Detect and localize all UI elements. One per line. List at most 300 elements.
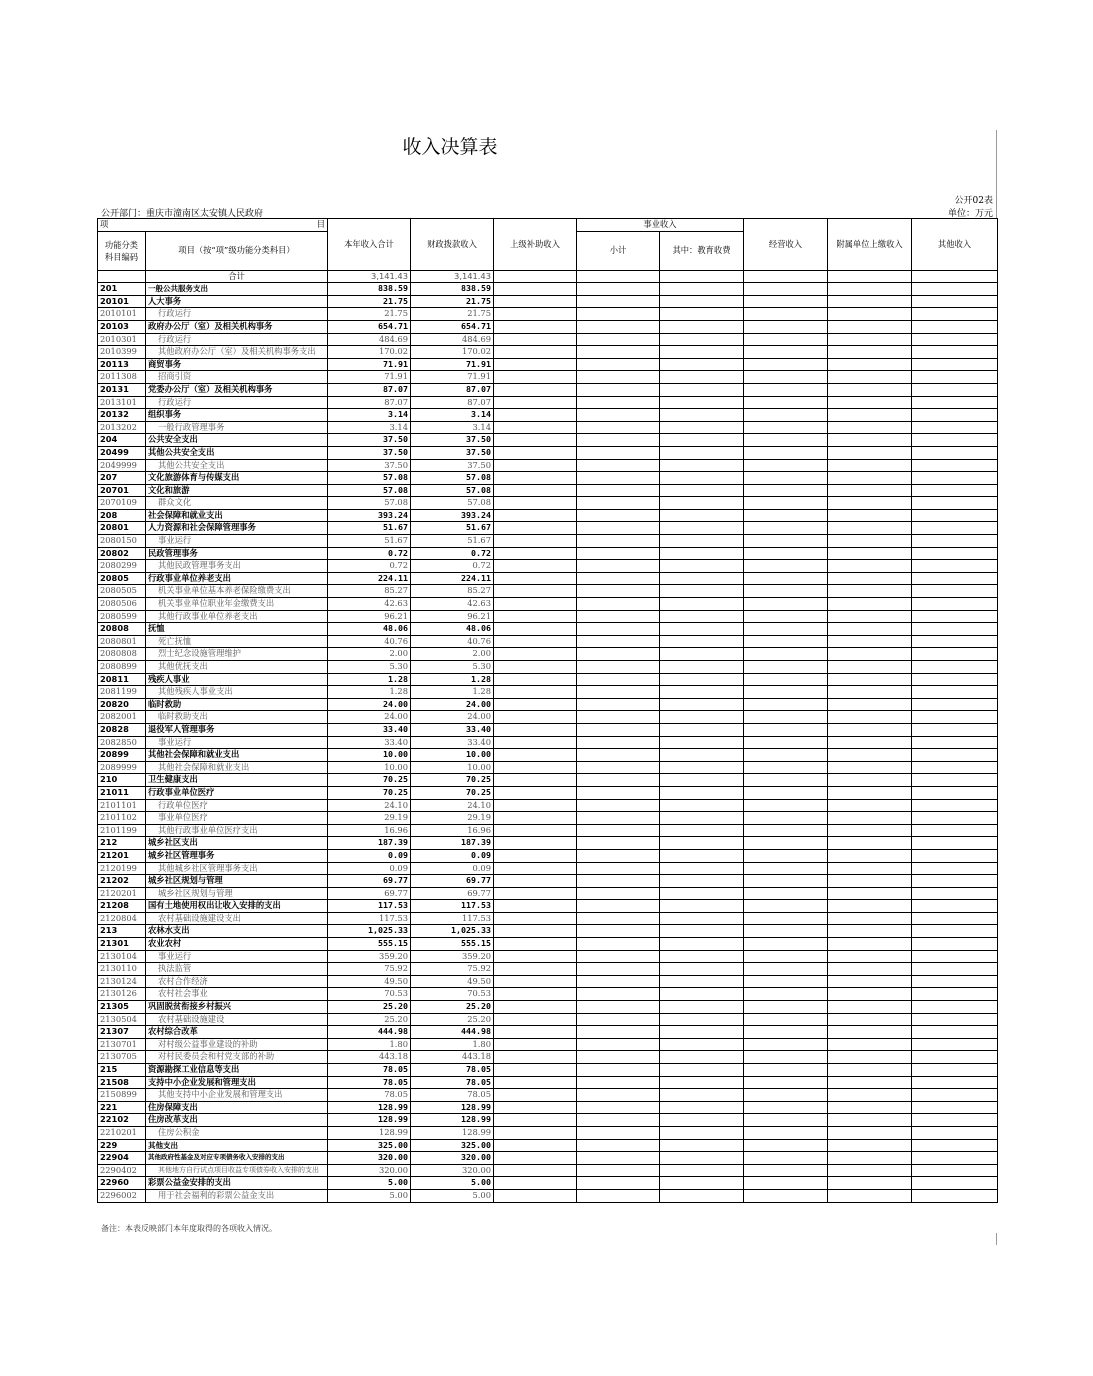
empty-cell bbox=[912, 900, 998, 913]
empty-cell bbox=[660, 975, 744, 988]
empty-cell bbox=[660, 723, 744, 736]
empty-cell bbox=[577, 749, 660, 762]
table-row bbox=[98, 383, 998, 396]
empty-cell bbox=[912, 1152, 998, 1165]
row-code: 2290402 bbox=[98, 1164, 146, 1177]
row-fiscal: 29.19 bbox=[411, 812, 494, 825]
row-fiscal: 78.05 bbox=[411, 1089, 494, 1102]
empty-cell bbox=[660, 1189, 744, 1202]
row-fiscal: 10.00 bbox=[411, 761, 494, 774]
empty-cell bbox=[577, 774, 660, 787]
empty-cell bbox=[744, 1076, 828, 1089]
empty-cell bbox=[744, 1114, 828, 1127]
empty-cell bbox=[912, 963, 998, 976]
row-total-income: 49.50 bbox=[328, 975, 411, 988]
row-code: 207 bbox=[98, 472, 146, 485]
row-code: 21202 bbox=[98, 875, 146, 888]
empty-cell bbox=[744, 585, 828, 598]
empty-cell bbox=[660, 887, 744, 900]
row-name: 其他政府性基金及对应专项债务收入安排的支出 bbox=[146, 1152, 328, 1165]
empty-cell bbox=[744, 270, 828, 283]
empty-cell bbox=[660, 661, 744, 674]
table-row bbox=[98, 1177, 998, 1190]
total-row bbox=[98, 270, 998, 283]
empty-cell bbox=[577, 711, 660, 724]
empty-cell bbox=[744, 1164, 828, 1177]
table-row bbox=[98, 295, 998, 308]
row-total-income: 1.28 bbox=[328, 673, 411, 686]
row-code: 2082850 bbox=[98, 736, 146, 749]
empty-cell bbox=[577, 358, 660, 371]
empty-cell bbox=[828, 988, 912, 1001]
row-fiscal: 37.50 bbox=[411, 446, 494, 459]
empty-cell bbox=[912, 635, 998, 648]
empty-cell bbox=[912, 472, 998, 485]
table-row bbox=[98, 346, 998, 359]
empty-cell bbox=[828, 938, 912, 951]
row-name: 卫生健康支出 bbox=[146, 774, 328, 787]
row-fiscal: 40.76 bbox=[411, 635, 494, 648]
row-fiscal: 33.40 bbox=[411, 736, 494, 749]
empty-cell bbox=[494, 585, 577, 598]
row-name: 支持中小企业发展和管理支出 bbox=[146, 1076, 328, 1089]
empty-cell bbox=[577, 736, 660, 749]
empty-cell bbox=[912, 1051, 998, 1064]
row-total-income: 555.15 bbox=[328, 938, 411, 951]
empty-cell bbox=[660, 950, 744, 963]
empty-cell bbox=[494, 786, 577, 799]
empty-cell bbox=[494, 1177, 577, 1190]
row-fiscal: 96.21 bbox=[411, 610, 494, 623]
empty-cell bbox=[494, 522, 577, 535]
row-fiscal: 24.00 bbox=[411, 711, 494, 724]
row-total-income: 37.50 bbox=[328, 434, 411, 447]
row-code: 2080899 bbox=[98, 661, 146, 674]
empty-cell bbox=[912, 975, 998, 988]
row-fiscal: 75.92 bbox=[411, 963, 494, 976]
row-name: 抚恤 bbox=[146, 623, 328, 636]
empty-cell bbox=[577, 1152, 660, 1165]
empty-cell bbox=[494, 484, 577, 497]
empty-cell bbox=[744, 849, 828, 862]
empty-cell bbox=[660, 270, 744, 283]
row-name: 事业运行 bbox=[146, 736, 328, 749]
empty-cell bbox=[494, 434, 577, 447]
empty-cell bbox=[912, 761, 998, 774]
row-code: 20801 bbox=[98, 522, 146, 535]
empty-cell bbox=[660, 749, 744, 762]
empty-cell bbox=[912, 383, 998, 396]
empty-cell bbox=[828, 421, 912, 434]
row-name: 人大事务 bbox=[146, 295, 328, 308]
row-name: 行政运行 bbox=[146, 396, 328, 409]
empty-cell bbox=[828, 761, 912, 774]
empty-cell bbox=[660, 686, 744, 699]
empty-cell bbox=[912, 623, 998, 636]
empty-cell bbox=[494, 459, 577, 472]
table-row bbox=[98, 950, 998, 963]
empty-cell bbox=[660, 711, 744, 724]
empty-cell bbox=[494, 950, 577, 963]
row-total-income: 33.40 bbox=[328, 736, 411, 749]
table-row bbox=[98, 875, 998, 888]
row-fiscal: 57.08 bbox=[411, 484, 494, 497]
row-code: 22904 bbox=[98, 1152, 146, 1165]
empty-cell bbox=[912, 736, 998, 749]
row-code: 21305 bbox=[98, 1001, 146, 1014]
empty-cell bbox=[744, 723, 828, 736]
row-fiscal: 70.25 bbox=[411, 774, 494, 787]
empty-cell bbox=[577, 925, 660, 938]
row-total-income: 24.00 bbox=[328, 698, 411, 711]
empty-cell bbox=[577, 862, 660, 875]
empty-cell bbox=[494, 635, 577, 648]
table-row bbox=[98, 522, 998, 535]
department-label: 公开部门：重庆市潼南区太安镇人民政府 bbox=[101, 209, 264, 219]
row-code: 20113 bbox=[98, 358, 146, 371]
row-code: 221 bbox=[98, 1101, 146, 1114]
row-code: 2080801 bbox=[98, 635, 146, 648]
table-row bbox=[98, 887, 998, 900]
table-row bbox=[98, 560, 998, 573]
row-code: 2010301 bbox=[98, 333, 146, 346]
table-row bbox=[98, 925, 998, 938]
empty-cell bbox=[828, 1152, 912, 1165]
empty-cell bbox=[577, 648, 660, 661]
row-code: 20811 bbox=[98, 673, 146, 686]
empty-cell bbox=[494, 912, 577, 925]
row-code: 213 bbox=[98, 925, 146, 938]
empty-cell bbox=[494, 925, 577, 938]
row-code: 2130504 bbox=[98, 1013, 146, 1026]
row-fiscal: 320.00 bbox=[411, 1164, 494, 1177]
empty-cell bbox=[912, 610, 998, 623]
empty-cell bbox=[577, 547, 660, 560]
empty-cell bbox=[744, 535, 828, 548]
empty-cell bbox=[660, 346, 744, 359]
empty-cell bbox=[912, 598, 998, 611]
table-row bbox=[98, 635, 998, 648]
row-code: 21508 bbox=[98, 1076, 146, 1089]
row-name: 其他地方自行试点项目收益专项债券收入安排的支出 bbox=[146, 1164, 328, 1177]
row-name: 对村级公益事业建设的补助 bbox=[146, 1038, 328, 1051]
row-name: 人力资源和社会保障管理事务 bbox=[146, 522, 328, 535]
empty-cell bbox=[912, 1076, 998, 1089]
empty-cell bbox=[828, 925, 912, 938]
row-code: 229 bbox=[98, 1139, 146, 1152]
row-code: 2296002 bbox=[98, 1189, 146, 1202]
row-total-income: 37.50 bbox=[328, 446, 411, 459]
empty-cell bbox=[912, 585, 998, 598]
empty-cell bbox=[660, 786, 744, 799]
empty-cell bbox=[494, 723, 577, 736]
empty-cell bbox=[494, 421, 577, 434]
row-code: 20131 bbox=[98, 383, 146, 396]
empty-cell bbox=[912, 1164, 998, 1177]
empty-cell bbox=[660, 812, 744, 825]
row-code: 2010101 bbox=[98, 308, 146, 321]
empty-cell bbox=[577, 270, 660, 283]
empty-cell bbox=[577, 320, 660, 333]
row-fiscal: 71.91 bbox=[411, 358, 494, 371]
empty-cell bbox=[660, 900, 744, 913]
empty-cell bbox=[744, 786, 828, 799]
row-fiscal: 51.67 bbox=[411, 522, 494, 535]
row-fiscal: 3.14 bbox=[411, 409, 494, 422]
empty-cell bbox=[912, 434, 998, 447]
row-fiscal: 24.00 bbox=[411, 698, 494, 711]
table-row bbox=[98, 912, 998, 925]
empty-cell bbox=[828, 547, 912, 560]
table-row bbox=[98, 938, 998, 951]
table-row bbox=[98, 446, 998, 459]
empty-cell bbox=[912, 409, 998, 422]
row-code: 20805 bbox=[98, 572, 146, 585]
row-code: 21301 bbox=[98, 938, 146, 951]
total-income-value: 3,141.43 bbox=[328, 270, 411, 283]
empty-cell bbox=[744, 484, 828, 497]
empty-cell bbox=[660, 610, 744, 623]
empty-cell bbox=[577, 472, 660, 485]
empty-cell bbox=[828, 887, 912, 900]
empty-cell bbox=[744, 648, 828, 661]
row-name: 其他行政事业单位医疗支出 bbox=[146, 824, 328, 837]
header-career-group: 事业收入 bbox=[577, 219, 744, 232]
row-fiscal: 85.27 bbox=[411, 585, 494, 598]
empty-cell bbox=[660, 875, 744, 888]
empty-cell bbox=[744, 1189, 828, 1202]
row-fiscal: 224.11 bbox=[411, 572, 494, 585]
row-code: 212 bbox=[98, 837, 146, 850]
empty-cell bbox=[494, 371, 577, 384]
row-total-income: 87.07 bbox=[328, 396, 411, 409]
empty-cell bbox=[577, 446, 660, 459]
empty-cell bbox=[494, 1064, 577, 1077]
empty-cell bbox=[660, 1126, 744, 1139]
empty-cell bbox=[744, 446, 828, 459]
income-table bbox=[97, 218, 998, 1203]
row-name: 行政运行 bbox=[146, 333, 328, 346]
row-fiscal: 320.00 bbox=[411, 1152, 494, 1165]
empty-cell bbox=[577, 484, 660, 497]
empty-cell bbox=[912, 1038, 998, 1051]
table-row bbox=[98, 1189, 998, 1202]
row-total-income: 70.25 bbox=[328, 774, 411, 787]
empty-cell bbox=[660, 283, 744, 296]
row-name: 巩固脱贫衔接乡村振兴 bbox=[146, 1001, 328, 1014]
table-row bbox=[98, 333, 998, 346]
empty-cell bbox=[744, 1152, 828, 1165]
table-row bbox=[98, 723, 998, 736]
row-total-income: 16.96 bbox=[328, 824, 411, 837]
header-subtotal: 小计 bbox=[577, 231, 660, 270]
row-name: 农村基础设施建设 bbox=[146, 1013, 328, 1026]
empty-cell bbox=[912, 1126, 998, 1139]
empty-cell bbox=[828, 283, 912, 296]
empty-cell bbox=[660, 295, 744, 308]
empty-cell bbox=[744, 1026, 828, 1039]
row-name: 行政单位医疗 bbox=[146, 799, 328, 812]
empty-cell bbox=[744, 1013, 828, 1026]
empty-cell bbox=[660, 1101, 744, 1114]
empty-cell bbox=[828, 484, 912, 497]
row-total-income: 70.25 bbox=[328, 786, 411, 799]
empty-cell bbox=[828, 963, 912, 976]
row-fiscal: 71.91 bbox=[411, 371, 494, 384]
table-row bbox=[98, 547, 998, 560]
row-code: 20132 bbox=[98, 409, 146, 422]
empty-cell bbox=[912, 938, 998, 951]
empty-cell bbox=[577, 610, 660, 623]
table-row bbox=[98, 1152, 998, 1165]
empty-cell bbox=[828, 1101, 912, 1114]
empty-cell bbox=[828, 849, 912, 862]
empty-cell bbox=[660, 572, 744, 585]
empty-cell bbox=[660, 761, 744, 774]
empty-cell bbox=[494, 1089, 577, 1102]
row-code: 2120804 bbox=[98, 912, 146, 925]
table-row bbox=[98, 988, 998, 1001]
empty-cell bbox=[577, 661, 660, 674]
empty-cell bbox=[660, 459, 744, 472]
empty-cell bbox=[744, 661, 828, 674]
empty-cell bbox=[577, 283, 660, 296]
row-fiscal: 5.00 bbox=[411, 1189, 494, 1202]
empty-cell bbox=[494, 875, 577, 888]
row-total-income: 320.00 bbox=[328, 1152, 411, 1165]
empty-cell bbox=[912, 673, 998, 686]
table-row bbox=[98, 1101, 998, 1114]
empty-cell bbox=[744, 308, 828, 321]
empty-cell bbox=[660, 421, 744, 434]
empty-cell bbox=[494, 623, 577, 636]
empty-cell bbox=[660, 1177, 744, 1190]
empty-cell bbox=[494, 849, 577, 862]
table-row bbox=[98, 1126, 998, 1139]
row-code: 20808 bbox=[98, 623, 146, 636]
row-code: 22102 bbox=[98, 1114, 146, 1127]
empty-cell bbox=[494, 610, 577, 623]
row-fiscal: 128.99 bbox=[411, 1114, 494, 1127]
table-row bbox=[98, 421, 998, 434]
empty-cell bbox=[660, 736, 744, 749]
empty-cell bbox=[494, 736, 577, 749]
empty-cell bbox=[660, 509, 744, 522]
header-edu-fee: 其中：教育收费 bbox=[660, 231, 744, 270]
table-row bbox=[98, 1139, 998, 1152]
row-fiscal: 57.08 bbox=[411, 497, 494, 510]
row-fiscal: 5.30 bbox=[411, 661, 494, 674]
empty-cell bbox=[494, 812, 577, 825]
table-row bbox=[98, 736, 998, 749]
row-total-income: 29.19 bbox=[328, 812, 411, 825]
empty-cell bbox=[577, 535, 660, 548]
empty-cell bbox=[744, 925, 828, 938]
empty-cell bbox=[828, 824, 912, 837]
row-total-income: 0.09 bbox=[328, 862, 411, 875]
total-code bbox=[98, 270, 146, 283]
row-code: 20103 bbox=[98, 320, 146, 333]
empty-cell bbox=[744, 711, 828, 724]
row-fiscal: 70.25 bbox=[411, 786, 494, 799]
table-row bbox=[98, 1001, 998, 1014]
row-code: 2120199 bbox=[98, 862, 146, 875]
row-name: 其他政府办公厅（室）及相关机构事务支出 bbox=[146, 346, 328, 359]
empty-cell bbox=[577, 1164, 660, 1177]
empty-cell bbox=[494, 535, 577, 548]
empty-cell bbox=[744, 1051, 828, 1064]
row-code: 201 bbox=[98, 283, 146, 296]
empty-cell bbox=[828, 1139, 912, 1152]
empty-cell bbox=[494, 1013, 577, 1026]
empty-cell bbox=[744, 988, 828, 1001]
empty-cell bbox=[660, 963, 744, 976]
row-total-income: 75.92 bbox=[328, 963, 411, 976]
table-row bbox=[98, 509, 998, 522]
table-row bbox=[98, 396, 998, 409]
empty-cell bbox=[744, 358, 828, 371]
empty-cell bbox=[828, 786, 912, 799]
row-name: 对村民委员会和村党支部的补助 bbox=[146, 1051, 328, 1064]
row-fiscal: 0.72 bbox=[411, 547, 494, 560]
empty-cell bbox=[828, 383, 912, 396]
row-name: 其他支持中小企业发展和管理支出 bbox=[146, 1089, 328, 1102]
row-code: 20101 bbox=[98, 295, 146, 308]
empty-cell bbox=[660, 849, 744, 862]
row-code: 210 bbox=[98, 774, 146, 787]
row-total-income: 224.11 bbox=[328, 572, 411, 585]
empty-cell bbox=[577, 522, 660, 535]
row-code: 20828 bbox=[98, 723, 146, 736]
row-name: 烈士纪念设施管理维护 bbox=[146, 648, 328, 661]
empty-cell bbox=[577, 686, 660, 699]
empty-cell bbox=[660, 988, 744, 1001]
empty-cell bbox=[744, 635, 828, 648]
empty-cell bbox=[744, 1126, 828, 1139]
footnote: 备注：本表反映部门本年度取得的各项收入情况。 bbox=[101, 1224, 277, 1233]
empty-cell bbox=[577, 975, 660, 988]
empty-cell bbox=[744, 509, 828, 522]
row-fiscal: 443.18 bbox=[411, 1051, 494, 1064]
table-row bbox=[98, 799, 998, 812]
empty-cell bbox=[494, 283, 577, 296]
empty-cell bbox=[494, 346, 577, 359]
row-total-income: 117.53 bbox=[328, 912, 411, 925]
empty-cell bbox=[828, 585, 912, 598]
empty-cell bbox=[494, 1114, 577, 1127]
empty-cell bbox=[660, 1114, 744, 1127]
row-fiscal: 42.63 bbox=[411, 598, 494, 611]
empty-cell bbox=[828, 1189, 912, 1202]
row-fiscal: 555.15 bbox=[411, 938, 494, 951]
empty-cell bbox=[494, 975, 577, 988]
table-row bbox=[98, 572, 998, 585]
row-name: 其他社会保障和就业支出 bbox=[146, 749, 328, 762]
empty-cell bbox=[912, 723, 998, 736]
row-name: 住房改革支出 bbox=[146, 1114, 328, 1127]
empty-cell bbox=[577, 560, 660, 573]
empty-cell bbox=[912, 1101, 998, 1114]
empty-cell bbox=[828, 295, 912, 308]
empty-cell bbox=[494, 1001, 577, 1014]
empty-cell bbox=[912, 295, 998, 308]
row-name: 其他城乡社区管理事务支出 bbox=[146, 862, 328, 875]
row-fiscal: 49.50 bbox=[411, 975, 494, 988]
empty-cell bbox=[828, 912, 912, 925]
empty-cell bbox=[577, 409, 660, 422]
empty-cell bbox=[828, 497, 912, 510]
empty-cell bbox=[577, 698, 660, 711]
